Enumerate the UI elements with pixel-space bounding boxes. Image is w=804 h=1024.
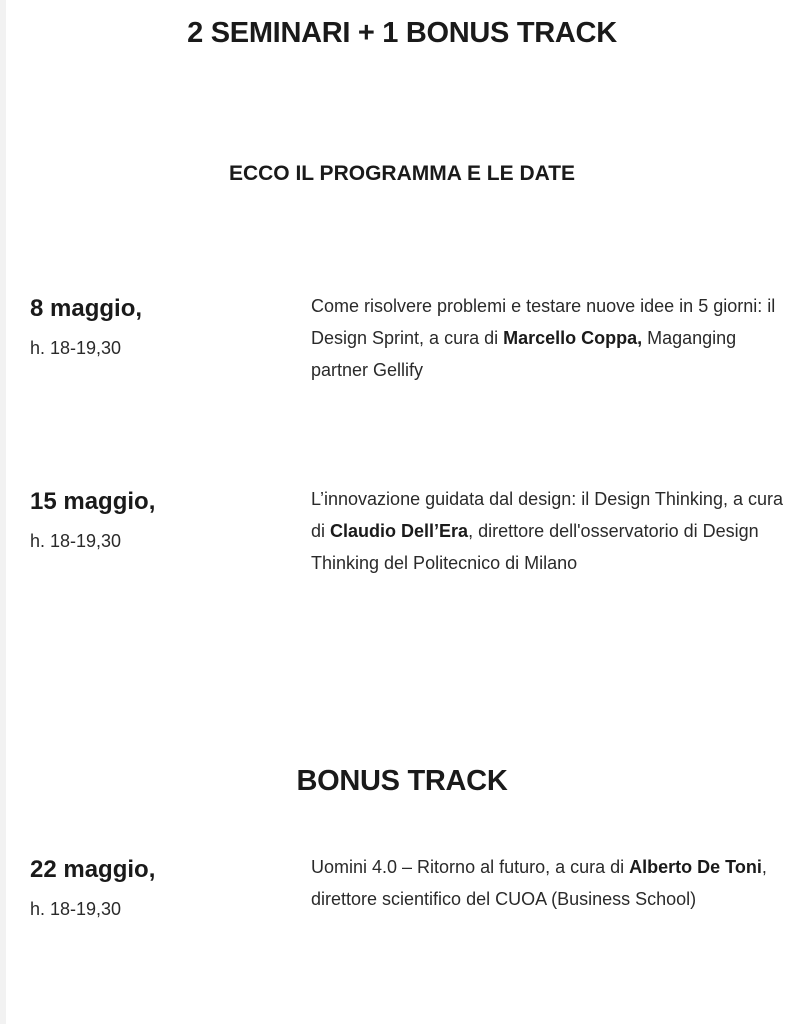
speaker-name: Claudio Dell’Era <box>330 521 469 541</box>
bonus-date: 22 maggio, <box>30 856 156 883</box>
description-text: L’innovazione guidata dal design: il Design Thinking, a cura di <box>311 489 783 541</box>
bonus-time: h. 18-19,30 <box>30 899 122 919</box>
speaker-name: Alberto De Toni <box>629 857 762 877</box>
page-title: 2 SEMINARI + 1 BONUS TRACK <box>187 17 617 49</box>
seminar-description <box>311 290 786 386</box>
seminar-date: 8 maggio, <box>30 295 143 322</box>
bonus-description <box>311 851 786 915</box>
speaker-name: Marcello Coppa, <box>503 328 643 348</box>
seminar-description <box>311 483 786 579</box>
seminar-time: h. 18-19,30 <box>30 338 122 358</box>
seminar-date: 15 maggio, <box>30 488 156 515</box>
description-text: , direttore scientifico del CUOA (Business School) <box>311 857 767 909</box>
seminar-item <box>0 488 804 628</box>
bonus-item <box>0 856 804 996</box>
description-text: Maganging partner Gellify <box>311 328 737 380</box>
description-text: Uomini 4.0 – Ritorno al futuro, a cura di <box>311 857 630 877</box>
description-text: Come risolvere problemi e testare nuove idee in 5 giorni: il Design Sprint, a cura di <box>311 296 776 348</box>
program-subtitle: ECCO IL PROGRAMMA E LE DATE <box>228 162 576 185</box>
bonus-track-title: BONUS TRACK <box>296 765 508 797</box>
description-text: , direttore dell'osservatorio di Design Thinking del Politecnico di Milano <box>311 521 759 573</box>
seminar-time: h. 18-19,30 <box>30 531 122 551</box>
seminar-item <box>0 295 804 435</box>
